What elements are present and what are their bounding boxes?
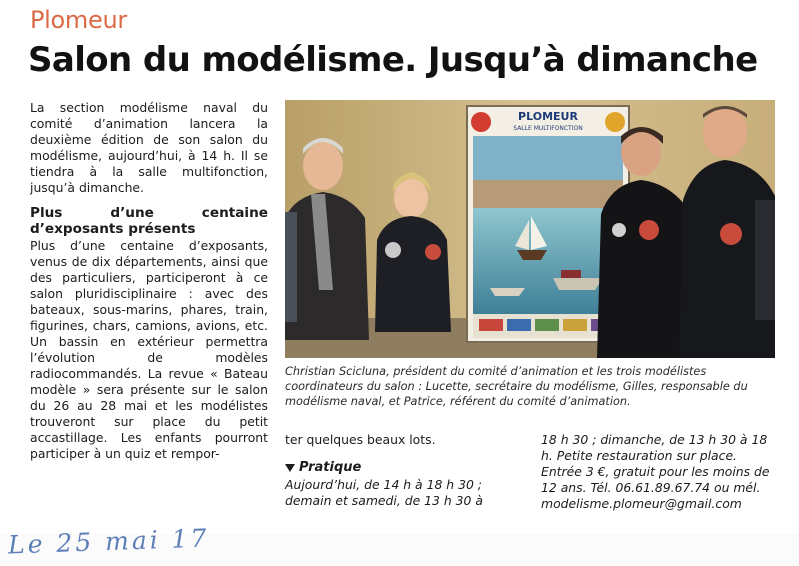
handwritten-date-note: Le 25 mai 17 xyxy=(7,523,210,560)
article-kicker: Plomeur xyxy=(30,6,127,34)
photo-caption: Christian Scicluna, président du comité d’animation et les trois modélistes coordinateurs du salon : Lucette, secrétaire du modélisme, Gilles, responsable du modélisme naval, et Patrice, référent du comité d’animation. xyxy=(285,365,748,408)
article-intro: La section modélisme naval du comité d’animation lancera la deuxième édition de son salon du modélisme, aujourd’hui, à 14 h. Il se tiendra à la salle multifonction, jusqu’à dimanche. xyxy=(30,100,268,195)
photo-illustration xyxy=(285,100,775,358)
pratique-text-mid: Aujourd’hui, de 14 h à 18 h 30 ; demain et samedi, de 13 h 30 à xyxy=(285,477,483,508)
article-body-mid: ter quelques beaux lots. xyxy=(285,432,436,447)
article-body-left: Plus d’une centaine d’exposants, venus de dix départements, ainsi que des particuliers, participeront à ce salon pluridisciplinaire : avec des bateaux, sous-marins, phares, train, figurines, chars, camions, avions, etc. Un bassin en extérieur permettra l’évolution de modèles radiocommandés. La revue « Bateau modèle » sera présente sur le salon du 26 au 28 mai et les modélistes trouveront sur place du petit accastillage. Les enfants pourront participer à un quiz et rempor- xyxy=(30,238,268,461)
triangle-down-icon xyxy=(285,464,295,472)
pratique-heading xyxy=(285,460,517,476)
article-headline: Salon du modélisme. Jusqu’à dimanche xyxy=(28,40,758,80)
poster-title: PLOMEUR xyxy=(518,110,578,123)
pratique-text-right: 18 h 30 ; dimanche, de 13 h 30 à 18 h. Petite restauration sur place. Entrée 3 €, gratuit pour les moins de 12 ans. Tél. 06.61.89.67.74 ou mél. modelisme.plomeur@gmail.com xyxy=(541,432,770,511)
article-photo xyxy=(285,100,775,358)
pratique-title: Pratique xyxy=(299,460,362,475)
article-subhead: Plus d’une centaine d’exposants présents xyxy=(30,205,268,237)
poster-subtitle: SALLE MULTIFONCTION xyxy=(513,125,583,132)
article-column-mid xyxy=(285,432,517,509)
article-column-left xyxy=(30,100,268,462)
article-column-right xyxy=(541,432,775,512)
